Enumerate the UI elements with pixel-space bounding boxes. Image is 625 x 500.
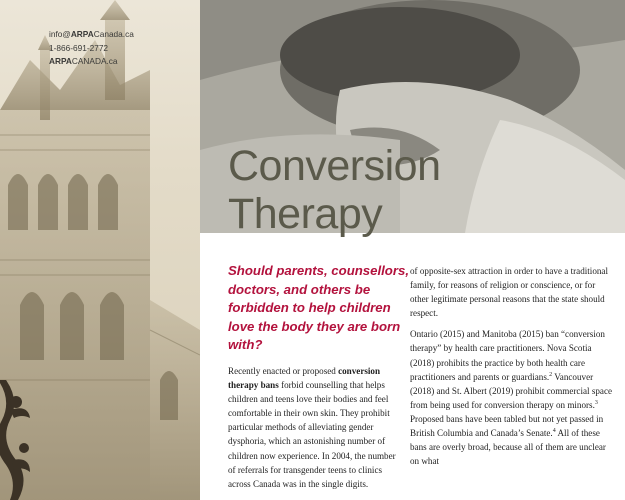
contact-website[interactable]: ARPACANADA.ca bbox=[49, 56, 118, 66]
contact-info bbox=[49, 28, 134, 69]
lede-question: Should parents, counsellors, doctors, and others be forbidden to help children love the body they are born with? bbox=[228, 263, 409, 352]
title-line-2: Therapy bbox=[228, 190, 383, 238]
paragraph: of opposite-sex attraction in order to have a traditional family, for reasons of religion or conscience, or for other legitimate personal reasons that the state should respect. bbox=[410, 266, 608, 319]
footnote-marker: 4 bbox=[552, 428, 556, 434]
paragraph: Recently enacted or proposed conversion therapy bans forbid counselling that helps children and teens love their bodies and feel comfortable in their own skin. They prohibit particular methods of alleviating gender dysphoria, which an astonishing number of children now experience. In 2004, the number of referrals for transgender teens to clinics across Canada was in the single digits. bbox=[228, 366, 396, 489]
contact-email[interactable]: info@ARPACanada.ca bbox=[49, 29, 134, 39]
body-column-1 bbox=[228, 364, 402, 491]
title-line-1: Conversion bbox=[228, 142, 441, 190]
footnote-marker: 3 bbox=[594, 399, 598, 406]
page-title bbox=[228, 142, 441, 238]
footnote-marker: 2 bbox=[549, 371, 553, 378]
left-decorative-panel bbox=[0, 0, 200, 500]
paragraph: Ontario (2015) and Manitoba (2015) ban “conversion therapy” by health care practitioners. Nova Scotia (2018) prohibits the practice by both health care practitioners and parents or guardians.$^2$ Vancouver (2018) and St. Albert (2019) prohibit commercial space from being used for conversion therapy on minors.$^3$ Proposed bans have been tabled but not yet passed in British Columbia and Canada’s Senate.$^4$ All of these bans are overly broad, because all of them are unclear on what bbox=[410, 329, 613, 467]
parliament-tower-illustration bbox=[0, 0, 200, 500]
contact-phone[interactable]: 1-866-691-2772 bbox=[49, 42, 109, 53]
body-column-2 bbox=[410, 264, 615, 475]
